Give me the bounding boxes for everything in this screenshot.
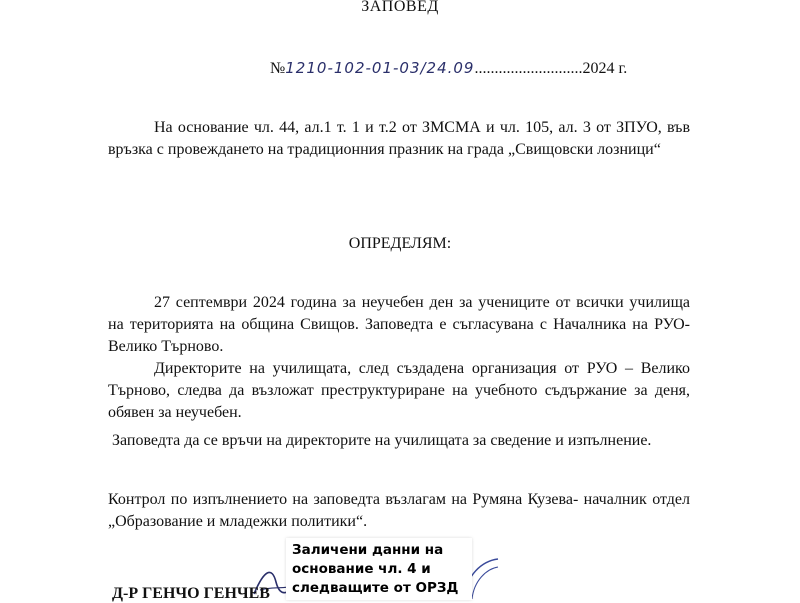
redaction-line: следващите от ОРЗД (292, 580, 459, 596)
order-number-line (270, 59, 627, 78)
redaction-line: основание чл. 4 и (292, 561, 431, 577)
redaction-line: Заличени данни на (292, 542, 444, 558)
number-suffix: 2024 г. (582, 60, 628, 77)
paragraph-non-school-day: 27 септември 2024 година за неучебен ден за учениците от всички училища на територията на община Свищов. Заповедта е съгласувана с Началника на РУО- Велико Търново. (108, 294, 690, 355)
paragraph-delivery: Заповедта да се връчи на директорите на училищата за сведение и изпълнение. (112, 432, 652, 449)
document-title: ЗАПОВЕД (361, 0, 439, 15)
section-heading: ОПРЕДЕЛЯМ: (348, 235, 452, 252)
number-prefix: № (270, 60, 286, 77)
legal-basis-paragraph: На основание чл. 44, ал.1 т. 1 и т.2 от ЗМСМА и чл. 105, ал. 3 от ЗПУО, във връзка с провеждането на традиционния празник на града „Свищовски лозници“ (108, 119, 690, 158)
paragraph-directors: Директорите на училищата, след създадена организация от РУО – Велико Търново, следва да възложат преструктуриране на учебното съдържание за деня, обявен за неучебен. (108, 360, 690, 421)
number-dots: ........................... (474, 60, 583, 77)
redaction-notice-box (286, 538, 472, 600)
signer-name: Д-Р ГЕНЧО ГЕНЧЕВ (112, 585, 270, 602)
handwritten-order-number: 1210-102-01-03/24.09 (285, 59, 475, 77)
paragraph-control: Контрол по изпълнението на заповедта възлагам на Румяна Кузева- началник отдел „Образование и младежки политики“. (108, 491, 690, 530)
